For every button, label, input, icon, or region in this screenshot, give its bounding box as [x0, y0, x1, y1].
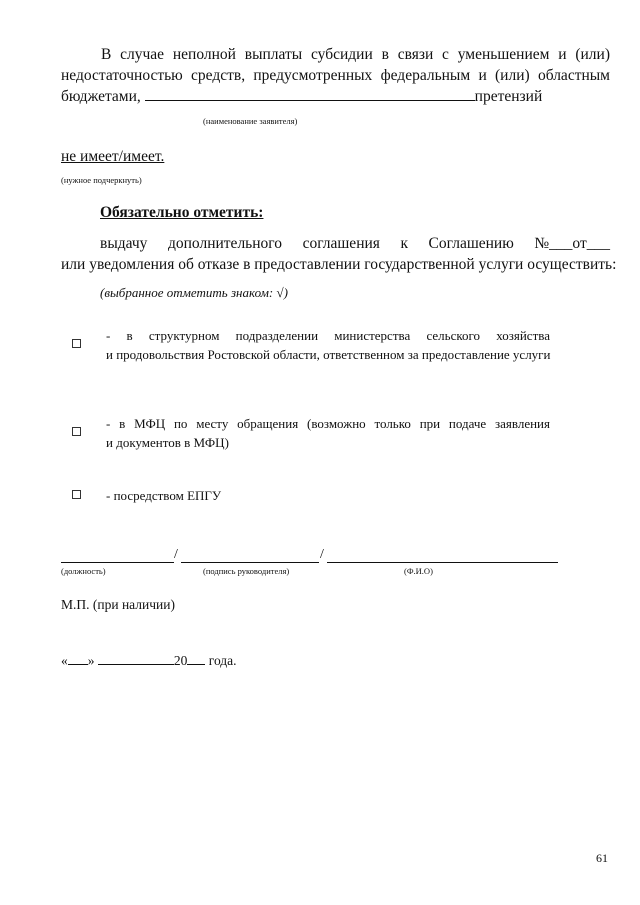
option-checkbox-epgu[interactable]: [72, 490, 81, 499]
position-caption: (должность): [61, 566, 106, 576]
date-line: [61, 652, 237, 669]
issuance-line-2: или уведомления об отказе в предоставлении государственной услуги осуществить:: [61, 256, 617, 273]
year-blank: [187, 652, 205, 665]
claims-status: не имеет/имеет.: [61, 148, 165, 165]
date-suffix: года.: [208, 653, 237, 668]
slash-separator: /: [320, 547, 324, 562]
month-blank: [98, 652, 174, 665]
date-open-quote: «: [61, 653, 68, 668]
must-note-heading: Обязательно отметить:: [100, 204, 264, 221]
issuance-word: к: [400, 235, 408, 252]
paragraph-line-3-end: претензий: [474, 88, 543, 105]
issuance-word: Соглашению: [428, 235, 514, 252]
signature-line: [181, 562, 319, 563]
paragraph-line-3: [61, 86, 610, 107]
issuance-word: выдачу: [100, 235, 148, 252]
position-line: [61, 562, 174, 563]
slash-separator: /: [174, 547, 178, 562]
subsidy-paragraph: [61, 44, 610, 107]
applicant-caption: (наименование заявителя): [203, 116, 298, 126]
date-close-quote: »: [87, 653, 95, 668]
option-ministry-line-2: и продовольствия Ростовской области, ответственном за предоставление услуги: [106, 347, 551, 362]
fio-caption: (Ф.И.О): [404, 566, 433, 576]
signature-caption: (подпись руководителя): [203, 566, 290, 576]
option-epgu: - посредством ЕПГУ: [106, 488, 222, 503]
paragraph-line-3-start: бюджетами,: [61, 88, 141, 105]
page-number: 61: [596, 851, 608, 865]
option-checkbox-mfc[interactable]: [72, 427, 81, 436]
fio-line: [327, 562, 558, 563]
issuance-word: №___от___: [534, 235, 610, 252]
underline-caption: (нужное подчеркнуть): [61, 175, 142, 185]
option-mfc: [106, 414, 550, 452]
option-ministry: [106, 326, 550, 364]
issuance-word: дополнительного: [167, 235, 283, 252]
paragraph-line-2: недостаточностью средств, предусмотренных федеральным и (или) областным: [61, 67, 610, 84]
option-mfc-line-1: - в МФЦ по месту обращения (возможно только при подаче заявления: [106, 416, 550, 431]
stamp-label: М.П. (при наличии): [61, 597, 175, 612]
applicant-name-blank: [145, 86, 475, 101]
selection-hint: (выбранное отметить знаком: √): [100, 285, 288, 300]
option-mfc-line-2: и документов в МФЦ): [106, 435, 229, 450]
issuance-line-1: [100, 233, 610, 254]
day-blank: [68, 652, 88, 665]
year-prefix: 20: [173, 653, 188, 668]
paragraph-line-1: В случае неполной выплаты субсидии в связи с уменьшением и (или): [101, 46, 610, 63]
option-ministry-line-1: - в структурном подразделении министерства сельского хозяйства: [106, 328, 550, 343]
option-checkbox-ministry[interactable]: [72, 339, 81, 348]
issuance-word: соглашения: [302, 235, 380, 252]
